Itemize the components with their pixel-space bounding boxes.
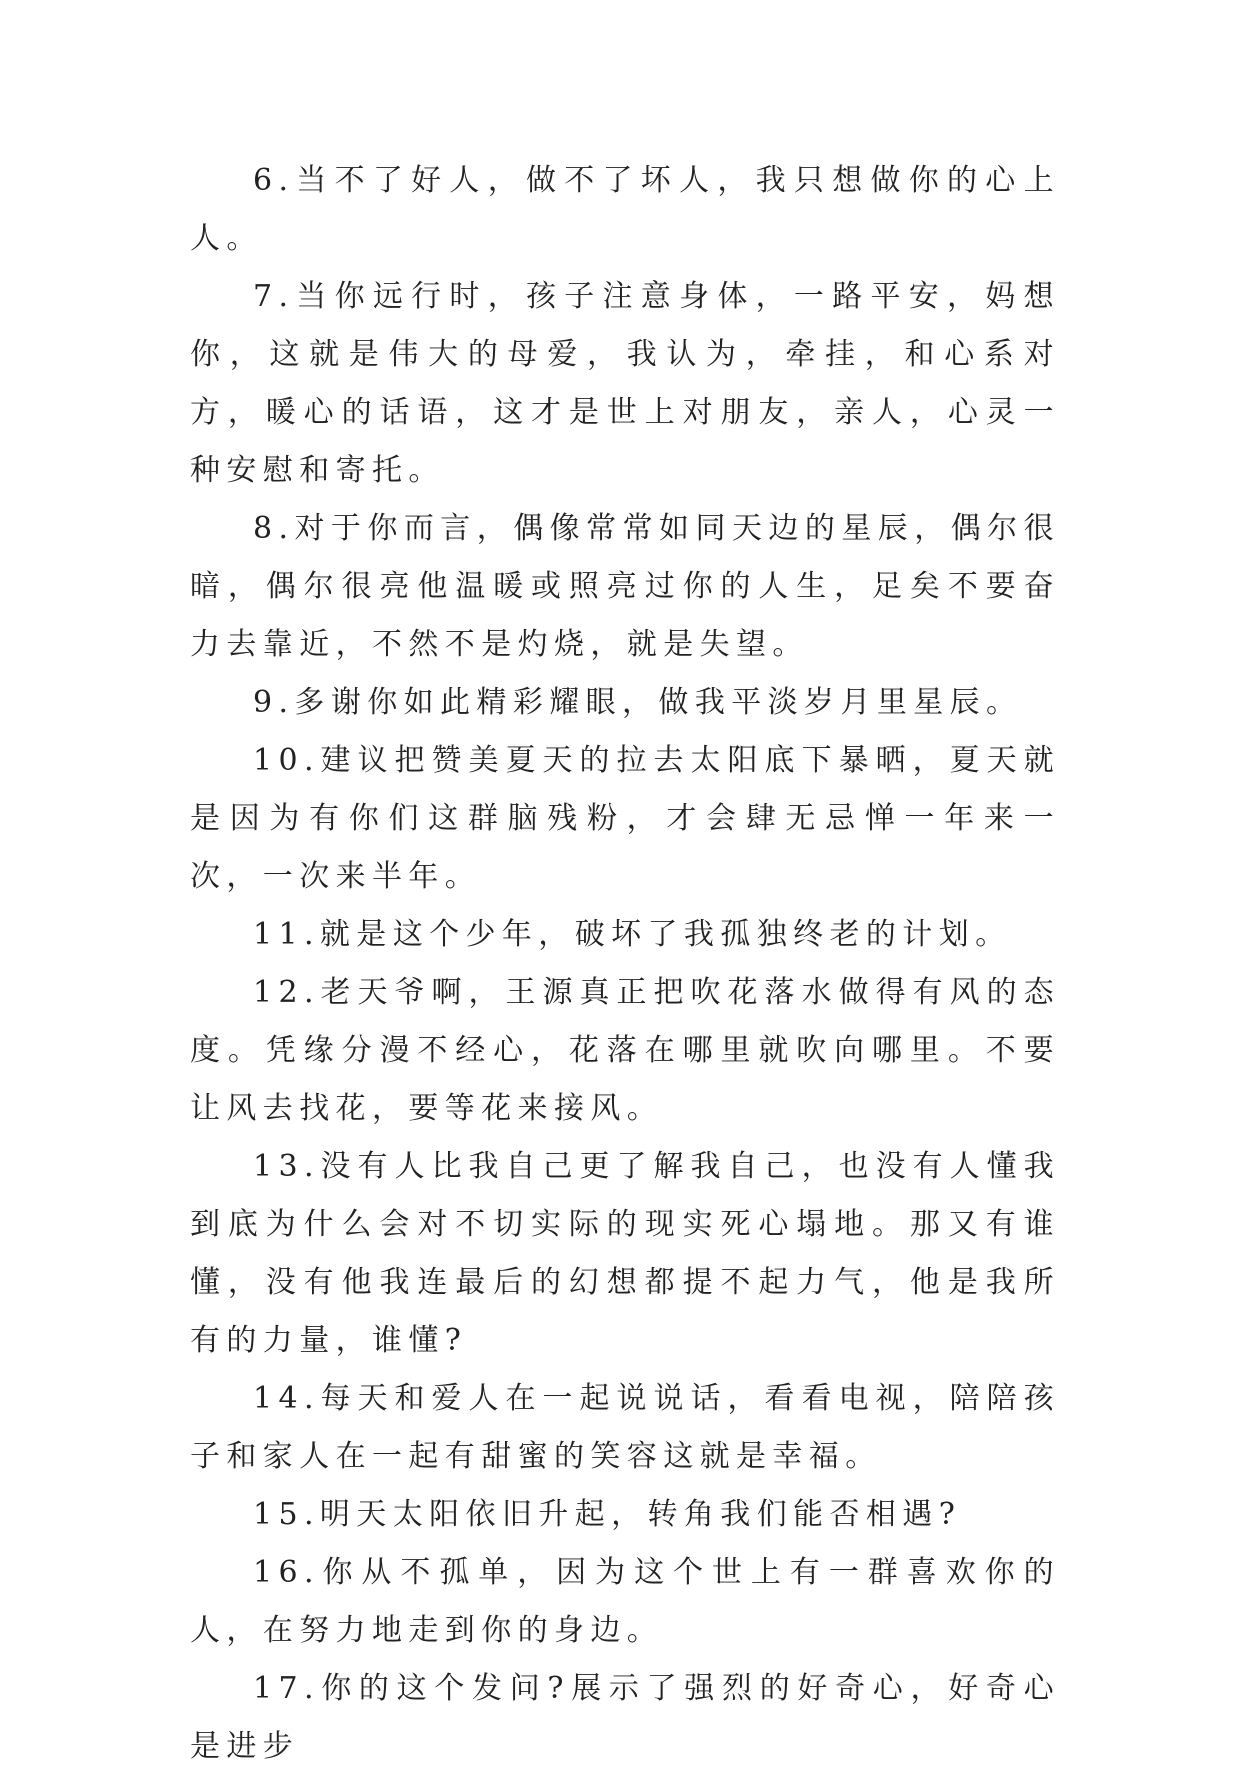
document-body	[190, 152, 1060, 1776]
paragraph-17: 17.你的这个发问?展示了强烈的好奇心，好奇心是进步	[190, 1671, 1060, 1764]
paragraph-10: 10.建议把赞美夏天的拉去太阳底下暴晒，夏天就是因为有你们这群脑残粉，才会肆无忌惮一年来一次，一次来半年。	[190, 743, 1060, 894]
paragraph-9: 9.多谢你如此精彩耀眼，做我平淡岁月里星辰。	[253, 685, 1023, 720]
paragraph-6: 6.当不了好人，做不了坏人，我只想做你的心上人。	[190, 163, 1060, 256]
paragraph-7: 7.当你远行时，孩子注意身体，一路平安，妈想你，这就是伟大的母爱，我认为，牵挂，和心系对方，暖心的话语，这才是世上对朋友，亲人，心灵一种安慰和寄托。	[190, 279, 1060, 488]
paragraph-15: 15.明天太阳依旧升起，转角我们能否相遇?	[253, 1497, 962, 1532]
paragraph-12: 12.老天爷啊，王源真正把吹花落水做得有风的态度。凭缘分漫不经心，花落在哪里就吹向哪里。不要让风去找花，要等花来接风。	[190, 975, 1060, 1126]
paragraph-13: 13.没有人比我自己更了解我自己，也没有人懂我到底为什么会对不切实际的现实死心塌地。那又有谁懂，没有他我连最后的幻想都提不起力气，他是我所有的力量，谁懂?	[190, 1149, 1060, 1358]
paragraph-11: 11.就是这个少年，破坏了我孤独终老的计划。	[253, 917, 1012, 952]
paragraph-14: 14.每天和爱人在一起说说话，看看电视，陪陪孩子和家人在一起有甜蜜的笑容这就是幸福。	[190, 1381, 1060, 1474]
paragraph-8: 8.对于你而言，偶像常常如同天边的星辰，偶尔很暗，偶尔很亮他温暖或照亮过你的人生，足矣不要奋力去靠近，不然不是灼烧，就是失望。	[190, 511, 1060, 662]
paragraph-16: 16.你从不孤单，因为这个世上有一群喜欢你的人，在努力地走到你的身边。	[190, 1555, 1060, 1648]
